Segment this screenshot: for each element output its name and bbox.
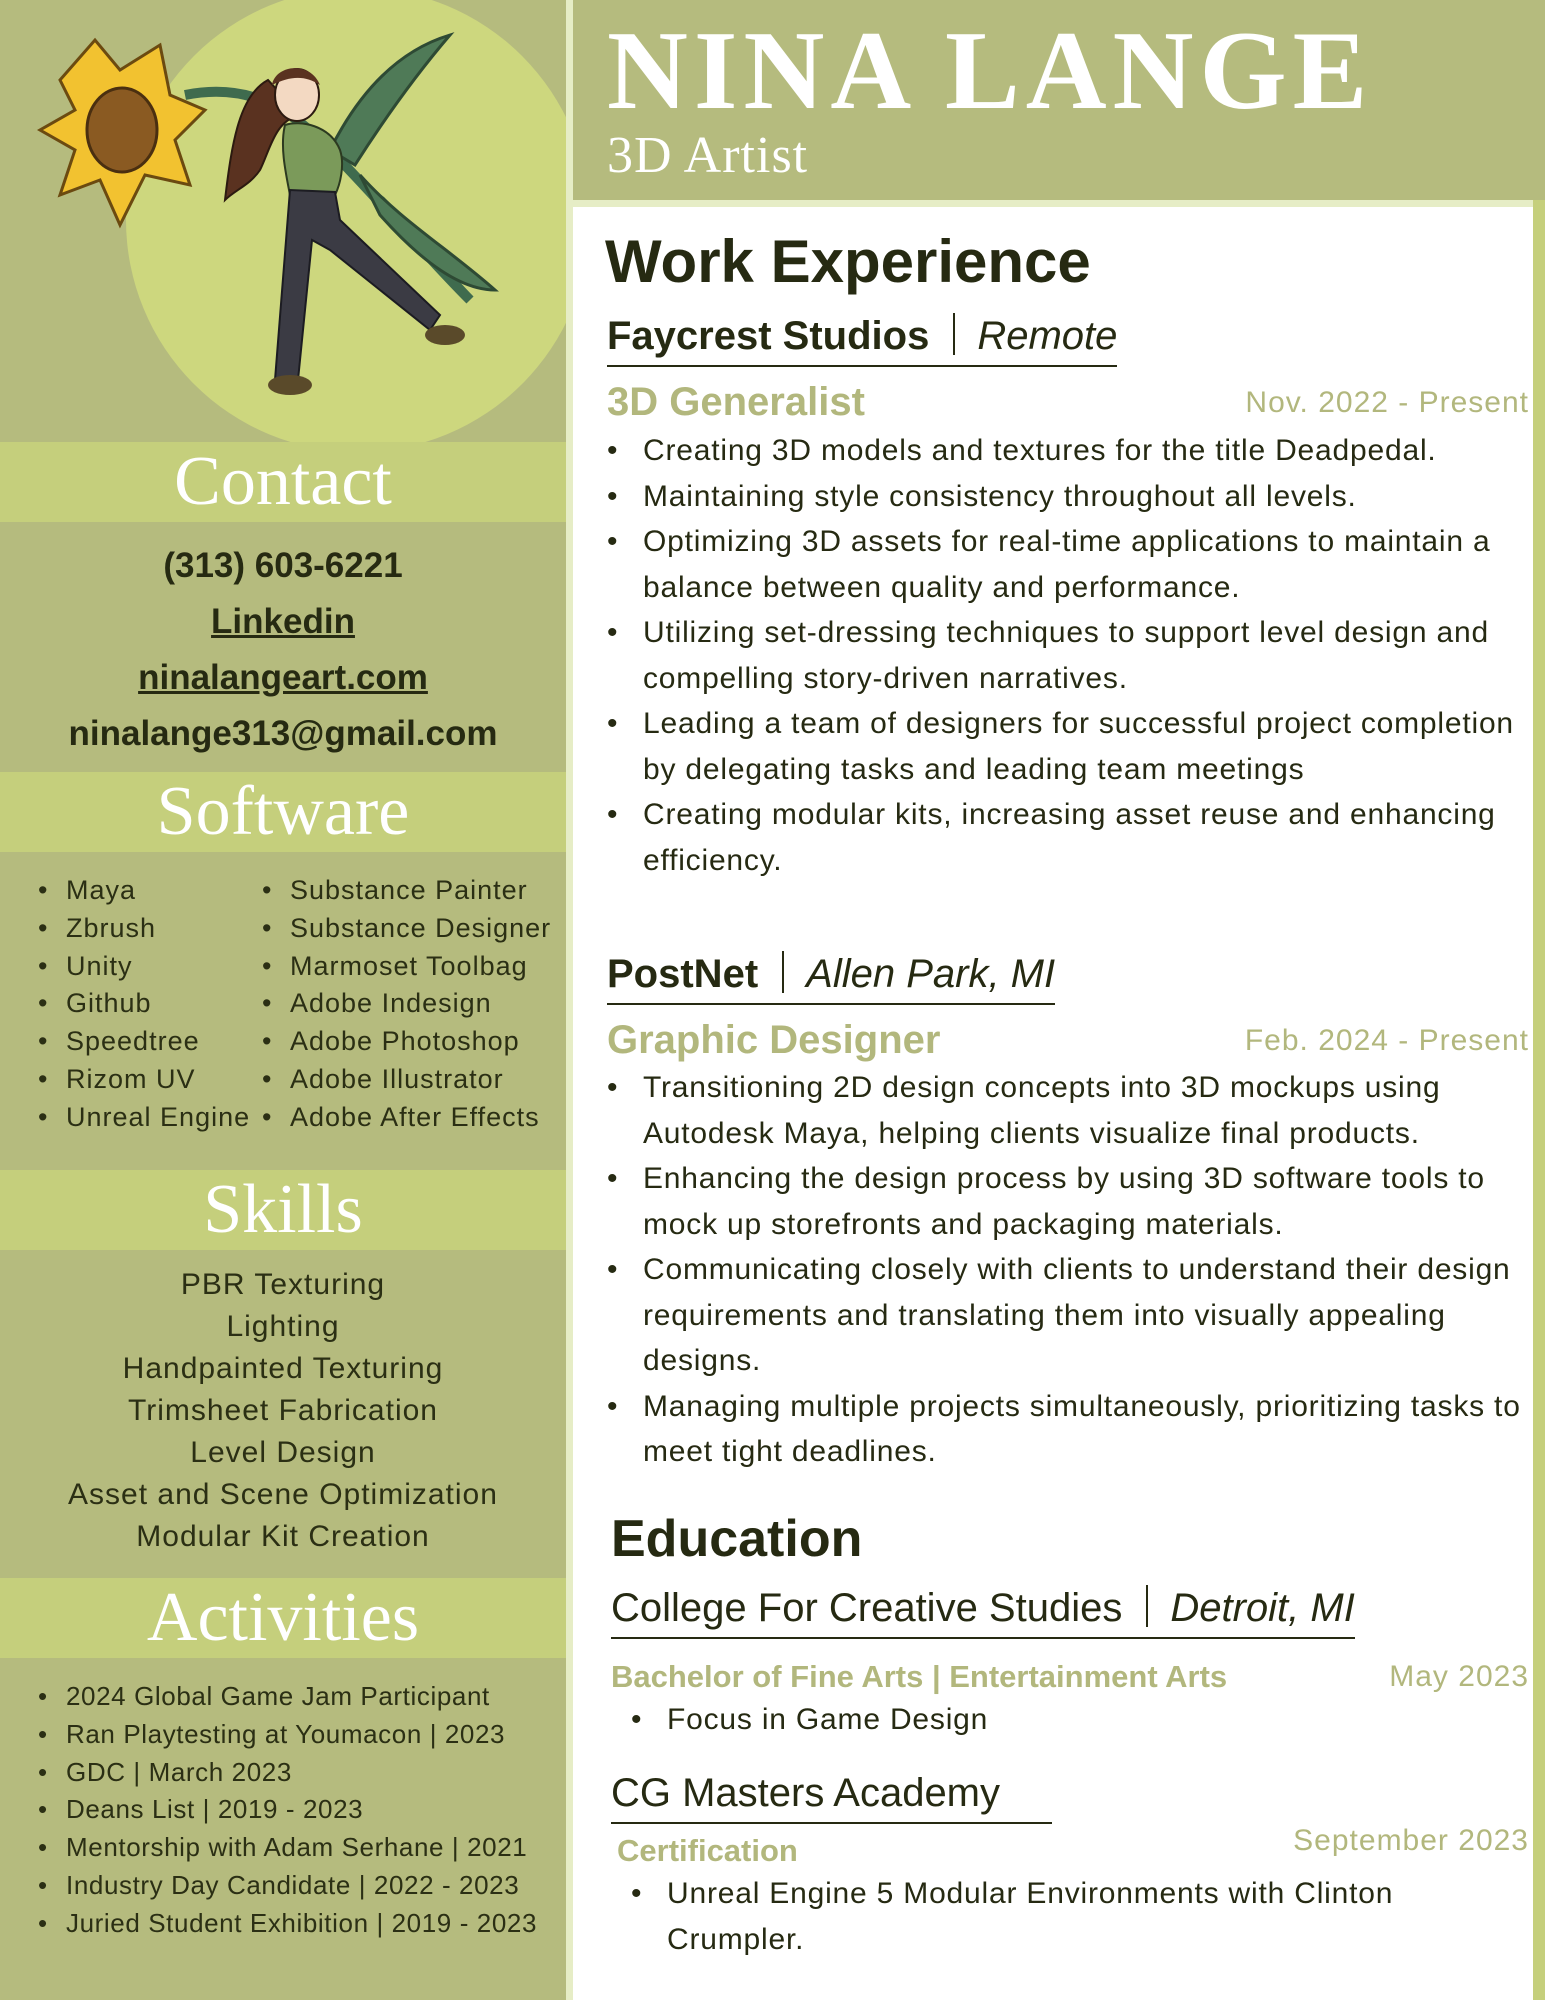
- list-item: • GDC | March 2023: [38, 1754, 537, 1792]
- job-bullets: [607, 428, 1527, 883]
- list-item: • Unity: [38, 948, 250, 986]
- list-item: • Mentorship with Adam Serhane | 2021: [38, 1829, 537, 1867]
- company-postnet: [607, 951, 1055, 1005]
- degree: Bachelor of Fine Arts | Entertainment Arts: [611, 1659, 1228, 1694]
- company-location: Allen Park, MI: [806, 952, 1056, 996]
- list-item: Trimsheet Fabrication: [128, 1394, 438, 1427]
- job-title: 3D Generalist: [607, 380, 865, 424]
- list-item: • Unreal Engine: [38, 1099, 250, 1137]
- activities-heading: Activities: [0, 1578, 566, 1658]
- list-item: • Maya: [38, 872, 250, 910]
- linkedin-link[interactable]: Linkedin: [211, 602, 355, 641]
- list-item: Asset and Scene Optimization: [68, 1478, 498, 1511]
- school-name: CG Masters Academy: [611, 1771, 1001, 1815]
- activities-list: [38, 1678, 537, 1943]
- divider: [953, 313, 955, 355]
- skills-list: [0, 1264, 566, 1558]
- list-item: • Communicating closely with clients to understand their design requirements and translating them into visually appealing designs.: [607, 1247, 1527, 1384]
- list-item: • Transitioning 2D design concepts into 3D mockups using Autodesk Maya, helping clients visualize final products.: [607, 1065, 1527, 1156]
- contact-block: [0, 538, 566, 762]
- list-item: • Rizom UV: [38, 1061, 250, 1099]
- job-dates: Nov. 2022 - Present: [1245, 386, 1529, 419]
- list-item: • Industry Day Candidate | 2022 - 2023: [38, 1867, 537, 1905]
- software-list-1: [38, 872, 250, 1137]
- company-location: Remote: [977, 314, 1118, 358]
- list-item: Modular Kit Creation: [136, 1520, 430, 1553]
- school-bullets: [631, 1871, 1431, 1962]
- list-item: • Adobe After Effects: [262, 1099, 551, 1137]
- school-bullets: [631, 1697, 1521, 1743]
- list-item: • Adobe Photoshop: [262, 1023, 551, 1061]
- list-item: • Enhancing the design process by using 3D software tools to mock up storefronts and packaging materials.: [607, 1156, 1527, 1247]
- email-address[interactable]: ninalange313@gmail.com: [68, 714, 498, 753]
- school-ccs: [611, 1585, 1355, 1639]
- company-name: PostNet: [607, 952, 759, 996]
- list-item: • Managing multiple projects simultaneously, prioritizing tasks to meet tight deadlines.: [607, 1384, 1527, 1475]
- list-item: • Creating modular kits, increasing asset reuse and enhancing efficiency.: [607, 792, 1527, 883]
- list-item: Lighting: [226, 1310, 340, 1343]
- certification: Certification: [617, 1833, 798, 1868]
- list-item: • Juried Student Exhibition | 2019 - 2023: [38, 1905, 537, 1943]
- school-location: Detroit, MI: [1170, 1586, 1355, 1630]
- person-name: NINA LANGE: [607, 9, 1374, 133]
- sidebar: [0, 0, 566, 2000]
- column-divider: [566, 0, 573, 2000]
- company-name: Faycrest Studios: [607, 314, 930, 358]
- list-item: • Speedtree: [38, 1023, 250, 1061]
- job-dates: Feb. 2024 - Present: [1244, 1024, 1529, 1057]
- list-item: • Creating 3D models and textures for the title Deadpedal.: [607, 428, 1527, 474]
- list-item: • Maintaining style consistency throughout all levels.: [607, 474, 1527, 520]
- degree-date: May 2023: [1389, 1660, 1529, 1693]
- name-header: [573, 0, 1545, 207]
- list-item: • Optimizing 3D assets for real-time applications to maintain a balance between quality and performance.: [607, 519, 1527, 610]
- list-item: • Adobe Illustrator: [262, 1061, 551, 1099]
- website-link[interactable]: ninalangeart.com: [138, 658, 428, 697]
- software-list-2: [262, 872, 551, 1137]
- job-title: Graphic Designer: [607, 1018, 941, 1062]
- list-item: • Utilizing set-dressing techniques to support level design and compelling story-driven narratives.: [607, 610, 1527, 701]
- list-item: • Substance Designer: [262, 910, 551, 948]
- list-item: • Github: [38, 985, 250, 1023]
- list-item: • Marmoset Toolbag: [262, 948, 551, 986]
- list-item: • Leading a team of designers for successful project completion by delegating tasks and leading team meetings: [607, 701, 1527, 792]
- person-role: 3D Artist: [607, 127, 809, 184]
- list-item: • Zbrush: [38, 910, 250, 948]
- company-faycrest: [607, 313, 1117, 367]
- list-item: • 2024 Global Game Jam Participant: [38, 1678, 537, 1716]
- list-item: • Adobe Indesign: [262, 985, 551, 1023]
- work-experience-heading: Work Experience: [605, 228, 1091, 295]
- list-item: • Deans List | 2019 - 2023: [38, 1791, 537, 1829]
- list-item: • Substance Painter: [262, 872, 551, 910]
- job-bullets: [607, 1065, 1527, 1475]
- list-item: • Focus in Game Design: [631, 1697, 1521, 1743]
- list-item: • Unreal Engine 5 Modular Environments with Clinton Crumpler.: [631, 1871, 1431, 1962]
- list-item: PBR Texturing: [180, 1268, 386, 1301]
- divider: [782, 951, 784, 993]
- divider: [1146, 1585, 1148, 1627]
- certification-date: September 2023: [1293, 1824, 1529, 1857]
- school-cgma: [611, 1771, 1052, 1824]
- software-heading: Software: [0, 772, 566, 852]
- main-content: [573, 207, 1533, 2000]
- phone-number: (313) 603-6221: [163, 546, 403, 585]
- list-item: Level Design: [190, 1436, 376, 1469]
- sunflower-girl-illustration: [0, 0, 566, 442]
- skills-heading: Skills: [0, 1170, 566, 1250]
- school-name: College For Creative Studies: [611, 1586, 1123, 1630]
- contact-heading: Contact: [0, 442, 566, 522]
- education-heading: Education: [611, 1510, 863, 1568]
- list-item: Handpainted Texturing: [122, 1352, 444, 1385]
- right-edge-stripe: [1533, 200, 1545, 2000]
- list-item: • Ran Playtesting at Youmacon | 2023: [38, 1716, 537, 1754]
